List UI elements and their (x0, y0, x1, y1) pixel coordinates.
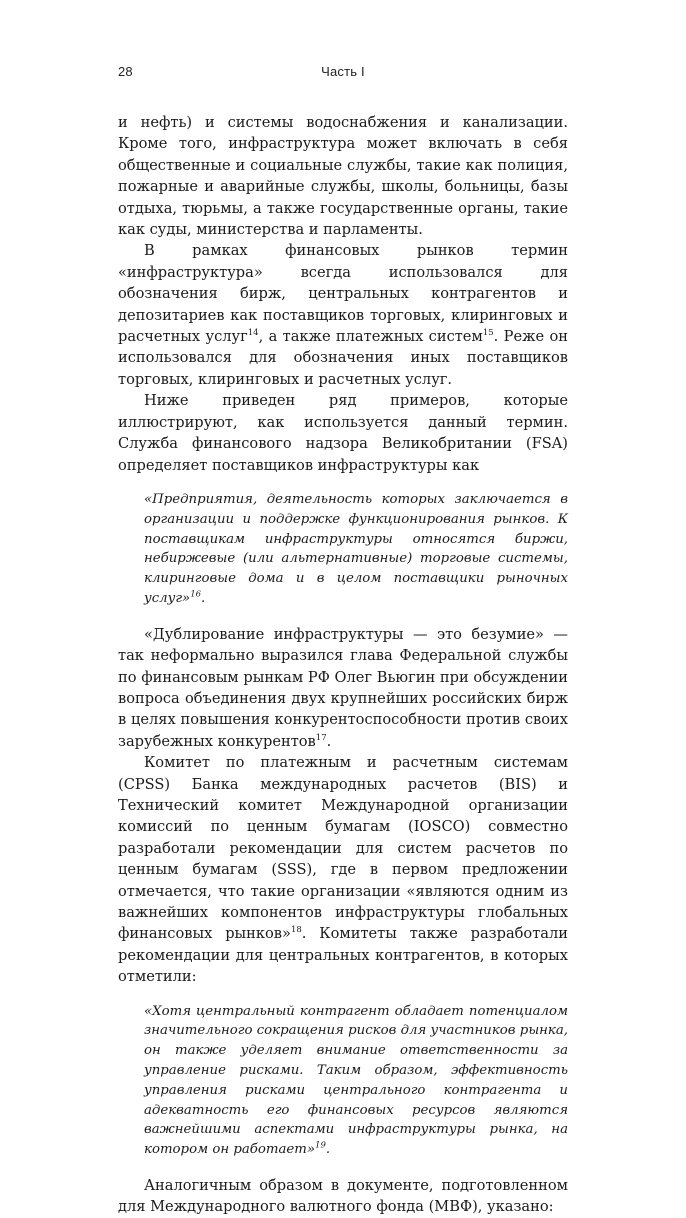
paragraph-imf-document: Аналогичным образом в документе, подготовленном для Международного валютного фонда (МВФ), указано: (118, 1176, 568, 1216)
footnote-ref-19: 19 (315, 1140, 326, 1151)
paragraph-financial-markets-term: В рамках финансовых рынков термин «инфраструктура» всегда использовался для обозначения бирж, центральных контрагентов и депозитариев как поставщиков торговых, клиринговых и расчетных услуг$^{14}$, а также платежных систем$^{15}$. Реже он использовался для обозначения иных поставщиков торговых, клиринговых и расчетных услуг. (118, 242, 568, 388)
running-header (118, 64, 568, 84)
page-number: 28 (118, 64, 133, 79)
paragraph-vyugin-quote: «Дублирование инфраструктуры — это безумие» — так неформально выразился глава Федеральной службы по финансовым рынкам РФ Олег Вьюгин при обсуждении вопроса объединения двух крупнейших российских бирж в целях повышения конкурентоспособности против своих зарубежных конкурентов$^{17}$. (118, 625, 568, 750)
part-label: Часть I (321, 64, 365, 79)
quote-central-counterparty: «Хотя центральный контрагент обладает потенциалом значительного сокращения рисков для участников рынка, он также уделяет внимание ответственности за управление рисками. Таким образом, эффективность управления рисками центрального контрагента и адекватность его финансовых ресурсов являются важнейшими аспектами инфраструктуры рынка, на котором он работает»$^{19}$. (144, 1003, 568, 1158)
footnote-ref-16: 16 (190, 589, 202, 600)
paragraph-infrastructure-scope: и нефть) и системы водоснабжения и канализации. Кроме того, инфраструктура может включать в себя общественные и социальные службы, такие как полиция, пожарные и аварийные службы, школы, больницы, базы отдыха, тюрьмы, а также государственные органы, такие как суды, министерства и парламенты. (118, 114, 568, 239)
footnote-ref-17: 17 (315, 732, 327, 743)
paragraph-cpss-iosco: Комитет по платежным и расчетным системам (CPSS) Банка международных расчетов (BIS) и Технический комитет Международной организации комиссий по ценным бумагам (IOSCO) совместно разработали рекомендации для систем расчетов по ценным бумагам (SSS), где в первом предложении отмечается, что такие организации «являются одним из важнейших компонентов инфраструктуры глобальных финансовых рынков»$^{18}$. Комитеты также разработали рекомендации для центральных контрагентов, в которых отметили: (118, 754, 568, 986)
footnote-ref-18: 18 (290, 925, 302, 936)
page-body (118, 112, 568, 1218)
footnote-ref-15: 15 (482, 328, 494, 339)
paragraph-examples-intro: Ниже приведен ряд примеров, которые иллюстрируют, как используется данный термин. Служба финансового надзора Великобритании (FSA) определяет поставщиков инфраструктуры как (118, 392, 568, 474)
quote-fsa-definition: «Предприятия, деятельность которых заключается в организации и поддержке функционирования рынков. К поставщикам инфраструктуры относятся биржи, небиржевые (или альтернативные) торговые системы, клиринговые дома и в целом поставщики рыночных услуг»$^{16}$. (144, 491, 568, 606)
footnote-ref-14: 14 (247, 328, 259, 339)
